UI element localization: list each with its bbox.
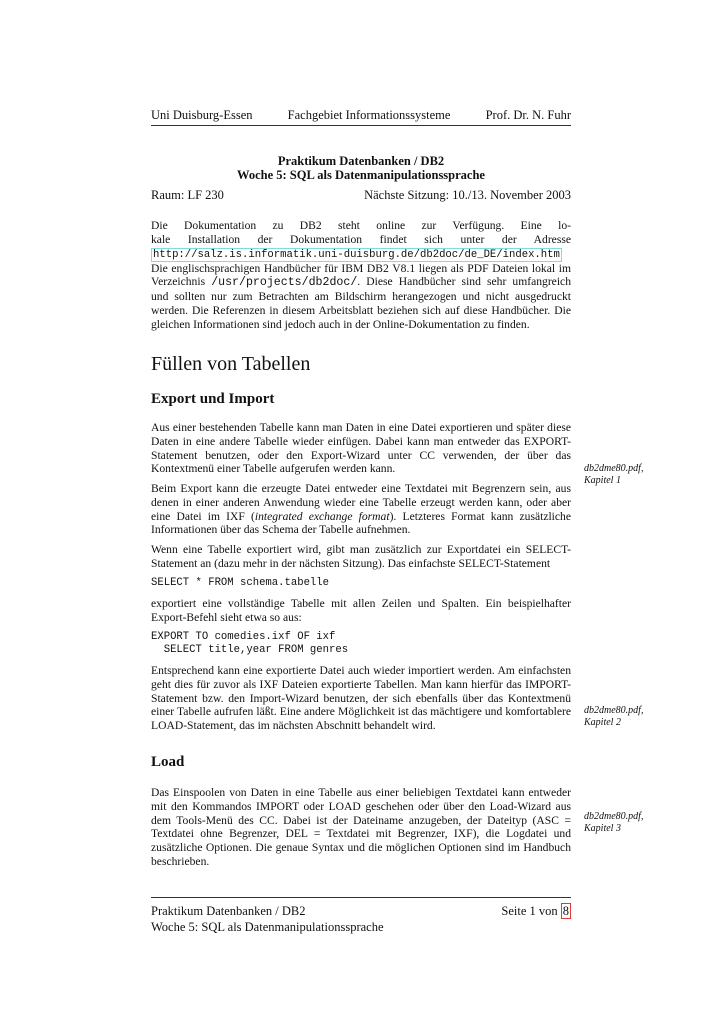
export-p2-text-b: ). Letzteres Format kann zusätzliche Informationen über das Schema der Tabelle aufnehmen. <box>151 509 571 537</box>
document-page <box>151 0 644 1024</box>
total-pages-link[interactable]: 8 <box>562 904 569 918</box>
document-title <box>151 154 571 182</box>
footer-page-prefix: Seite 1 von <box>501 904 561 918</box>
documentation-url-link[interactable]: http://salz.is.informatik.uni-duisburg.de/db2doc/de_DE/index.htm <box>153 248 560 261</box>
intro-rest <box>151 262 571 332</box>
margin-note-2 <box>584 705 694 729</box>
margin-note-2-file: db2dme80.pdf, <box>584 705 644 716</box>
export-p2-emphasis: integrated exchange format <box>254 509 390 523</box>
margin-note-1 <box>584 463 694 487</box>
header-department: Fachgebiet Informationssysteme <box>287 108 451 122</box>
subsection-export-import: Export und Import <box>151 391 275 407</box>
title-line-2: Woche 5: SQL als Datenmanipulationssprache <box>237 168 485 182</box>
footer-course: Praktikum Datenbanken / DB2 <box>151 904 306 918</box>
room-info: Raum: LF 230 <box>151 188 224 202</box>
section-title: Füllen von Tabellen <box>151 353 311 375</box>
next-session-info: Nächste Sitzung: 10./13. November 2003 <box>364 188 571 202</box>
header-university: Uni Duisburg-Essen <box>151 108 253 122</box>
subsection-load: Load <box>151 754 185 770</box>
margin-note-1-chapter: Kapitel 1 <box>584 475 621 486</box>
title-line-1: Praktikum Datenbanken / DB2 <box>277 154 445 168</box>
footer-page-number <box>501 903 571 919</box>
intro-line-2: kale Installation der Dokumentation findet sich unter der Adresse <box>151 232 571 246</box>
code-export-line-2: SELECT title,year FROM genres <box>151 644 349 656</box>
margin-note-3 <box>584 811 694 835</box>
export-paragraph-2 <box>151 482 571 537</box>
page-header <box>151 107 571 126</box>
code-export-command <box>151 631 348 657</box>
intro-paragraph <box>151 219 571 332</box>
load-paragraph: Das Einspoolen von Daten in eine Tabelle aus einer beliebigen Textdatei kann entweder mit den Kommandos IMPORT oder LOAD geschehen oder über den Load-Wizard aus dem Tools-Menü des CC. Dabei ist der Dateiname anzugeben, der Dateityp (ASC = Textdatei ohne Begrenzer, DEL = Textdatei mit Begrenzer, IXF), die Logdatei und zusätzliche Optionen. Die genaue Syntax und die möglichen Optionen sind im Handbuch beschrieben. <box>151 786 571 868</box>
session-meta <box>151 188 571 202</box>
code-select-statement: SELECT * FROM schema.tabelle <box>151 577 330 589</box>
footer-week: Woche 5: SQL als Datenmanipulationssprache <box>151 920 384 934</box>
export-p2-text-a: Beim Export kann die erzeugte Datei entweder eine Textdatei mit Begrenzern sein, aus denen in einer anderen Anwendung wieder eine Tabelle erzeugt werden kann, oder aber eine Datei im IXF ( <box>151 482 571 523</box>
margin-note-3-chapter: Kapitel 3 <box>584 823 621 834</box>
export-paragraph-1: Aus einer bestehenden Tabelle kann man Daten in eine Datei exportieren und später diese Daten in eine andere Tabelle wieder einfügen. Dabei kann man entweder das EXPORT-Statement benutzen, oder den Export-Wizard unter CC verwenden, der über das Kontextmenü einer Tabelle aufgerufen werden kann. <box>151 421 571 476</box>
page-footer <box>151 897 571 935</box>
manual-path: /usr/projects/db2doc/ <box>211 276 358 290</box>
code-export-line-1: EXPORT TO comedies.ixf OF ixf <box>151 631 336 643</box>
header-professor: Prof. Dr. N. Fuhr <box>485 108 571 122</box>
margin-note-2-chapter: Kapitel 2 <box>584 717 621 728</box>
intro-text-b: . Diese Handbücher sind sehr umfangreich und sollten nur zum Betrachten am Bildschirm herangezogen und nicht ausgedruckt werden. Die Referenzen in diesem Arbeitsblatt beziehen sich auf diese Handbücher. Die gleichen Informationen sind jedoch auch in der Online-Dokumentation zu finden. <box>151 275 571 331</box>
export-paragraph-3: Wenn eine Tabelle exportiert wird, gibt man zusätzlich zur Exportdatei ein SELECT-Statement an (dazu mehr in der nächsten Sitzung). Das einfachste SELECT-Statement <box>151 543 571 570</box>
export-paragraph-4: exportiert eine vollständige Tabelle mit allen Zeilen und Spalten. Ein beispielhafter Export-Befehl sieht etwa so aus: <box>151 597 571 624</box>
margin-note-1-file: db2dme80.pdf, <box>584 463 644 474</box>
margin-note-3-file: db2dme80.pdf, <box>584 811 644 822</box>
intro-text-a: Die englischsprachigen Handbücher für IBM DB2 V8.1 liegen als PDF Dateien lokal im Verzeichnis <box>151 261 571 289</box>
intro-line-1: Die Dokumentation zu DB2 steht online zur Verfügung. Eine lo- <box>151 219 571 232</box>
export-paragraph-5: Entsprechend kann eine exportierte Datei auch wieder importiert werden. Am einfachsten geht dies für zuvor als IXF Dateien exportierte Tabellen. Man kann hierfür das IMPORT-Statement bzw. den Import-Wizard benutzen, der sich ebenfalls über das Kontextmenü einer Tabelle aufrufen läßt. Eine andere Möglichkeit ist das mächtigere und komfortablere LOAD-Statement, das im nächsten Abschnitt behandelt wird. <box>151 664 571 733</box>
